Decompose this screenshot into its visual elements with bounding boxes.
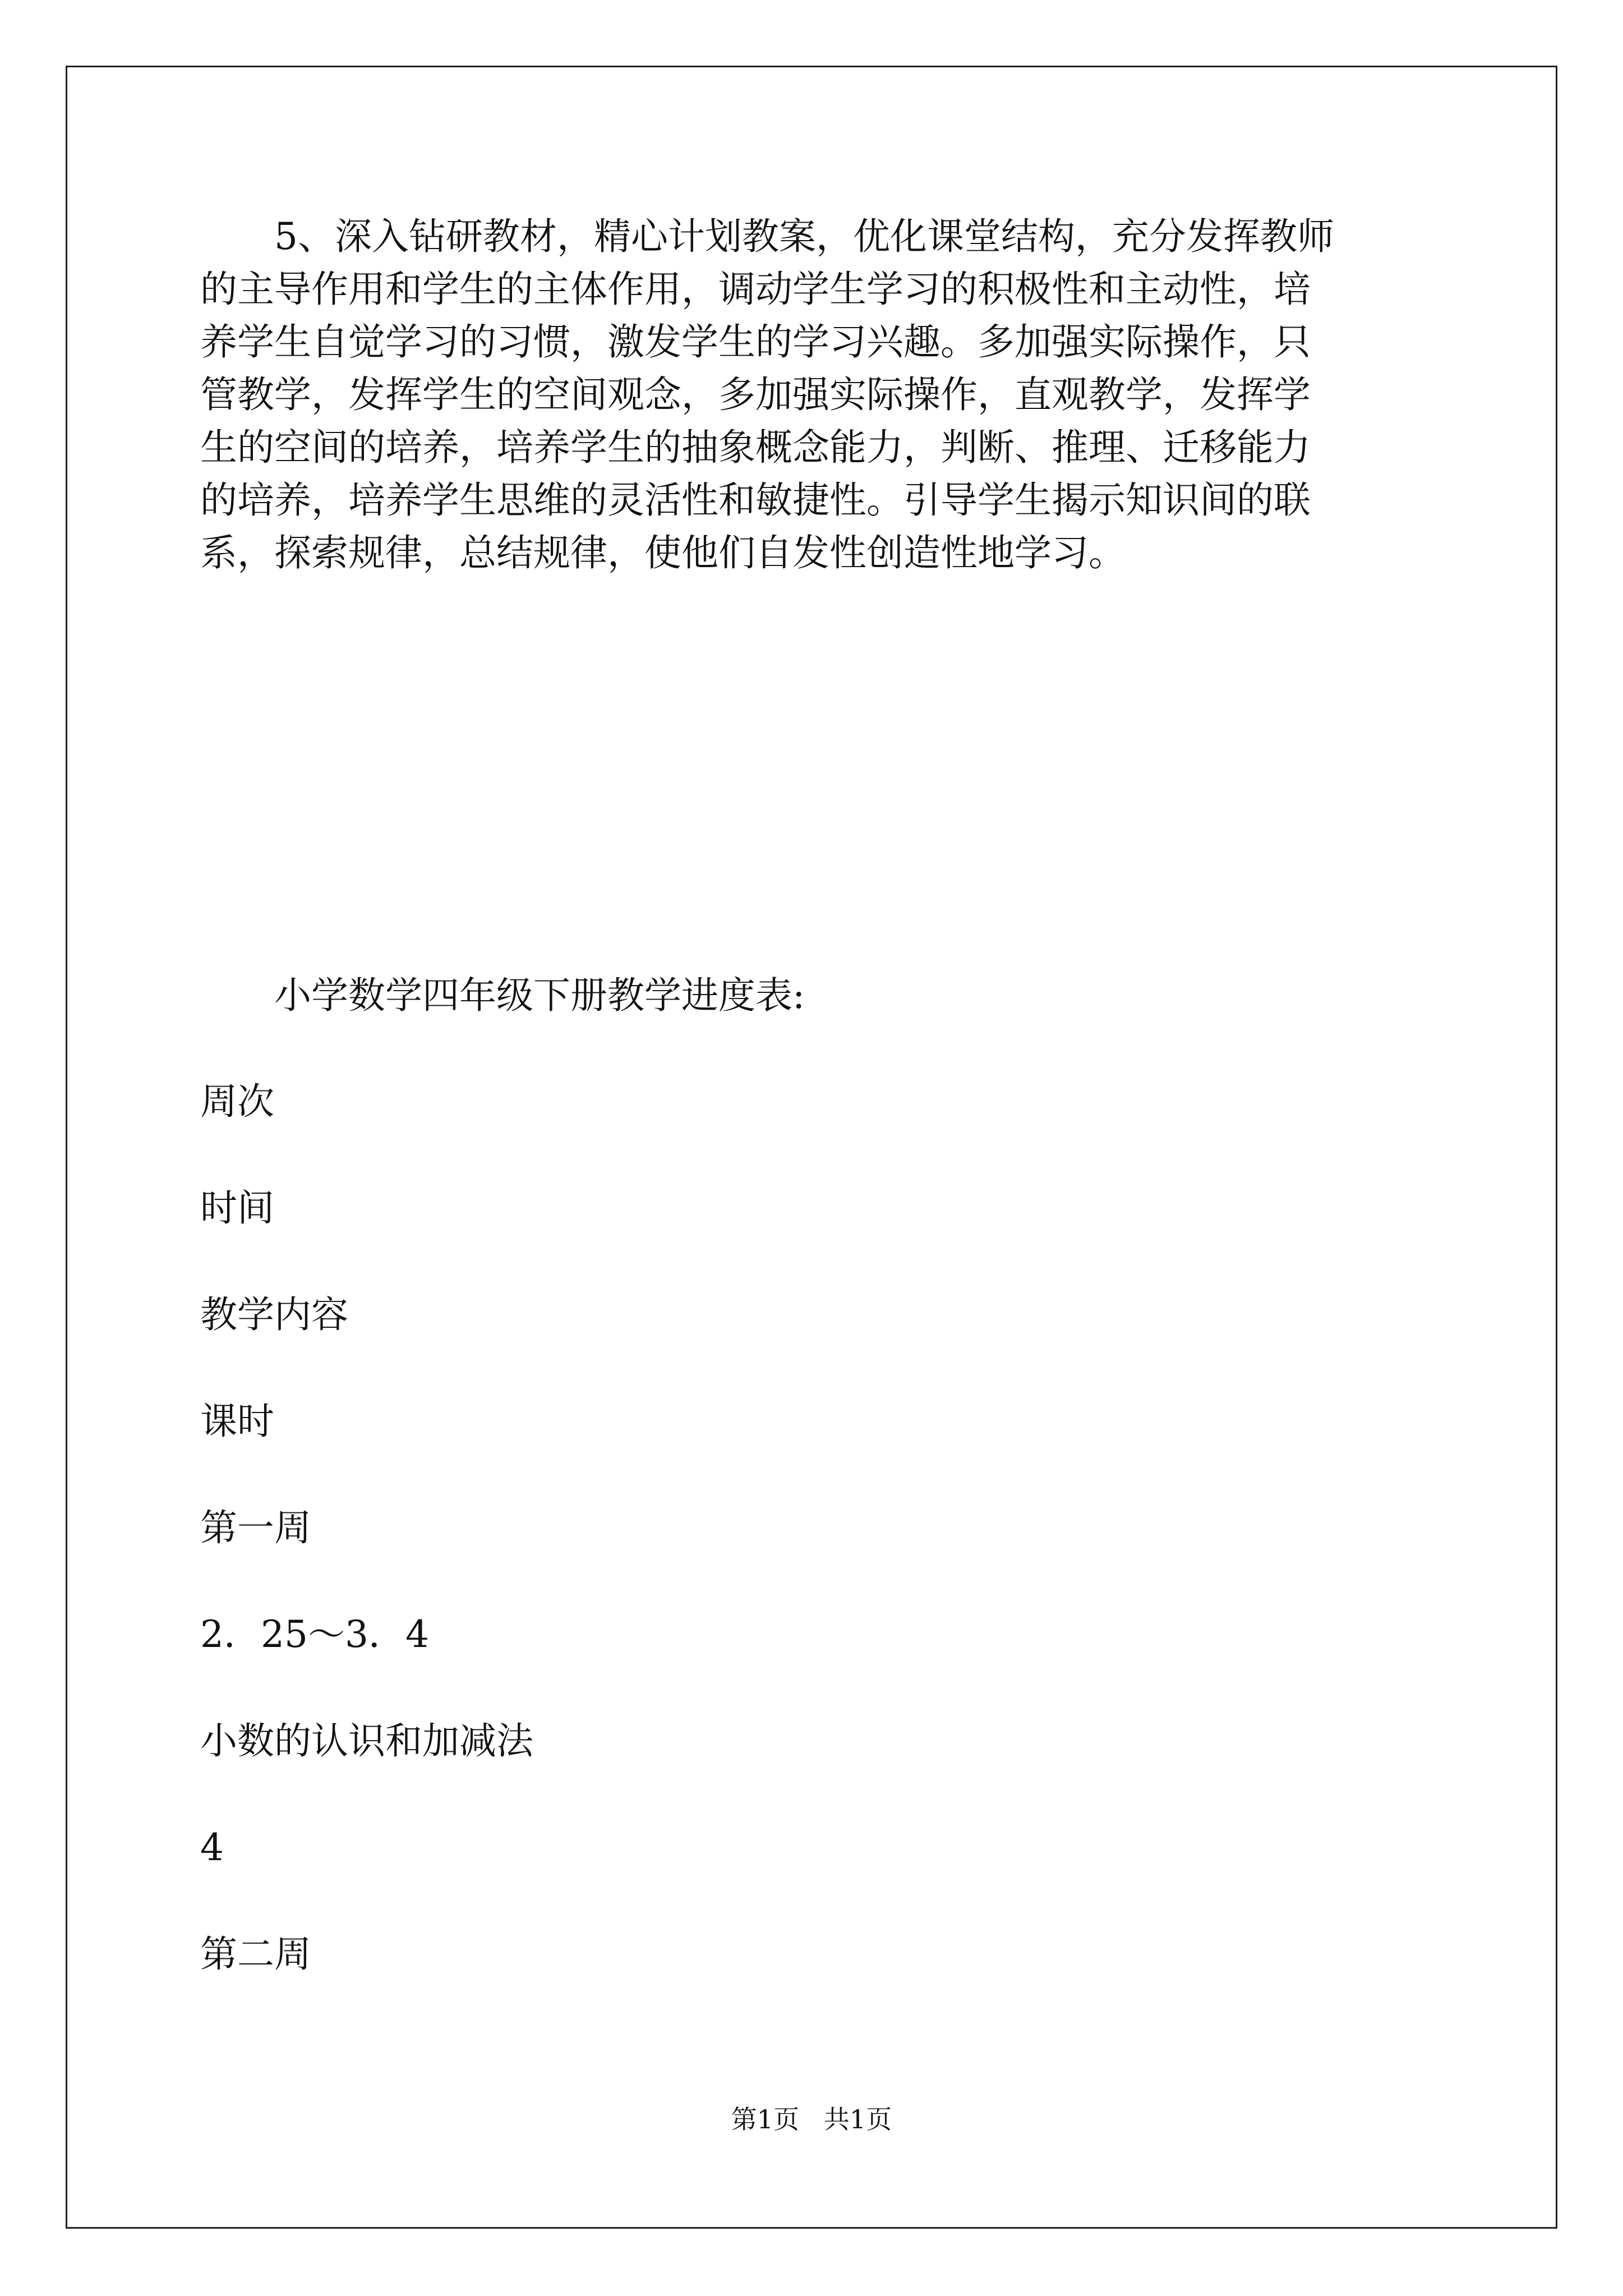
list-item: 小数的认识和加减法 [200, 1719, 533, 1763]
list-item: 第二周 [200, 1932, 311, 1976]
list-item: 2．25～3．4 [200, 1613, 429, 1656]
paragraph-line: 生的空间的培养，培养学生的抽象概念能力，判断、推理、迁移能力 [200, 426, 1311, 469]
list-item: 第一周 [200, 1506, 311, 1549]
body-paragraph [200, 210, 1428, 579]
schedule-heading: 小学数学四年级下册教学进度表: [274, 974, 805, 1017]
page-footer: 第1页 共1页 [731, 2104, 892, 2134]
list-item: 周次 [200, 1080, 274, 1123]
list-item: 教学内容 [200, 1293, 348, 1336]
paragraph-line: 管教学，发挥学生的空间观念，多加强实际操作，直观教学，发挥学 [200, 373, 1311, 416]
paragraph-line: 的主导作用和学生的主体作用，调动学生学习的积极性和主动性，培 [200, 268, 1311, 311]
schedule-list [200, 1075, 533, 2035]
paragraph-line: 系，探索规律，总结规律，使他们自发性创造性地学习。 [200, 531, 1126, 574]
paragraph-line: 5、深入钻研教材，精心计划教案，优化课堂结构，充分发挥教师 [274, 215, 1334, 258]
paragraph-line: 的培养，培养学生思维的灵活性和敏捷性。引导学生揭示知识间的联 [200, 478, 1311, 522]
list-item: 4 [200, 1826, 224, 1869]
list-item: 课时 [200, 1400, 274, 1443]
list-item: 时间 [200, 1186, 274, 1230]
paragraph-line: 养学生自觉学习的习惯，激发学生的学习兴趣。多加强实际操作，只 [200, 320, 1311, 364]
